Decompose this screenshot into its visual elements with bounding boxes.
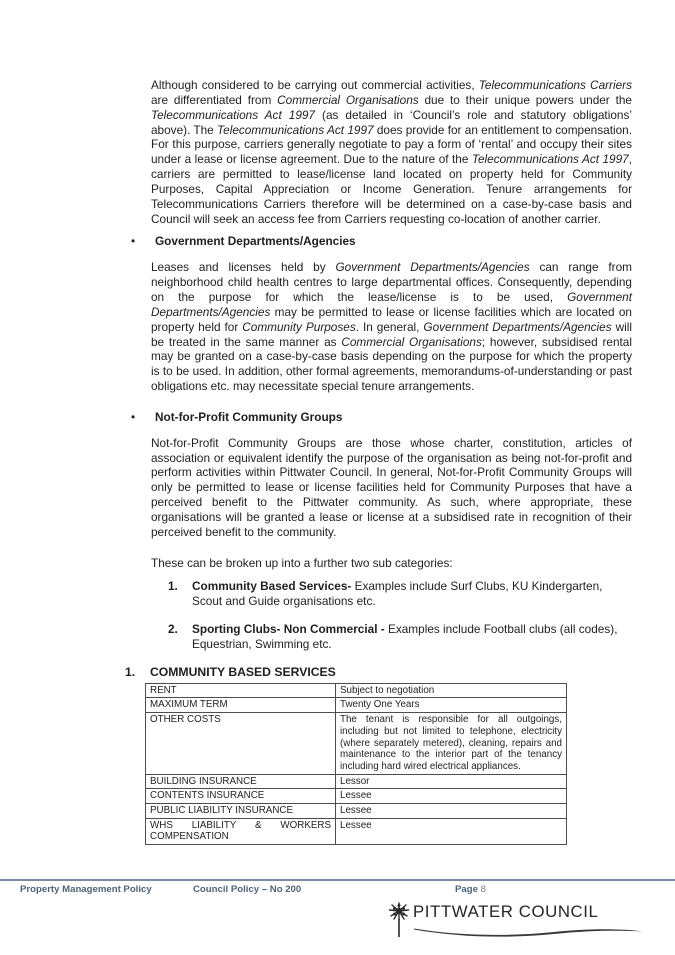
bullet-icon: • bbox=[131, 234, 136, 249]
section-number: 1. bbox=[125, 664, 136, 679]
pittwater-council-logo bbox=[388, 900, 648, 944]
section-heading-community-based-services bbox=[125, 664, 632, 680]
footer-divider bbox=[0, 879, 675, 881]
paragraph-nfp: Not-for-Profit Community Groups are those whose charter, constitution, articles of association or equivalent identify the purpose of the organisation as being not-for-profit and perform activities within Pittwater Council. In general, Not-for-Profit Community Groups will only be permitted to lease or license facilities held for Community Purposes that have a perceived benefit to the Pittwater community. As such, where appropriate, these organisations will be granted a lease or license at a subsidised rate in recognition of their perceived benefit to the community. bbox=[151, 435, 632, 539]
table-row bbox=[146, 818, 567, 844]
list-item-text: Community Based Services- Examples include Surf Clubs, KU Kindergarten, Scout and Guide organisations etc. bbox=[192, 579, 603, 609]
table-row bbox=[146, 713, 567, 775]
heading-government-departments: Government Departments/Agencies bbox=[155, 234, 356, 249]
table-cell-label: OTHER COSTS bbox=[146, 713, 336, 775]
heading-not-for-profit: Not-for-Profit Community Groups bbox=[155, 409, 343, 424]
table-cell-label: MAXIMUM TERM bbox=[146, 698, 336, 713]
paragraph-government: Leases and licenses held by Government Departments/Agencies can range from neighborhood child health centres to large departmental offices. Consequently, depending on the purpose for which the lease/license is to be used, Government Departments/Agencies may be permitted to lease or license facilities which are located on property held for Community Purposes. In general, Government Departments/Agencies will be treated in the same manner as Commercial Organisations; however, subsidised rental may be granted on a case-by-case basis depending on the purpose for which the property is to be used. In addition, other formal agreements, memorandums-of-understanding or past obligations etc. may necessitate special tenure arrangements. bbox=[151, 260, 632, 394]
tree-icon bbox=[388, 901, 410, 939]
list-item-community-based-services bbox=[168, 579, 632, 609]
table-cell-label: BUILDING INSURANCE bbox=[146, 774, 336, 789]
paragraph-subcategories-intro: These can be broken up into a further two sub categories: bbox=[151, 555, 453, 570]
table-row bbox=[146, 789, 567, 804]
table-row bbox=[146, 683, 567, 698]
logo-text: PITTWATER COUNCIL bbox=[413, 902, 599, 921]
table-cell-label: WHS LIABILITY & WORKERS COMPENSATION bbox=[146, 818, 336, 844]
bullet-heading-government bbox=[131, 234, 632, 249]
bullet-heading-nfp bbox=[131, 409, 632, 425]
table-cell-value: Twenty One Years bbox=[336, 698, 567, 713]
footer-page-indicator bbox=[455, 884, 486, 895]
footer-policy-number: Council Policy – No 200 bbox=[193, 884, 302, 895]
list-number: 2. bbox=[168, 622, 178, 637]
paragraph-telecommunications: Although considered to be carrying out commercial activities, Telecommunications Carriers are differentiated from Commercial Organisations due to their unique powers under the Telecommunications Act 1997 (as detailed in ‘Council’s role and statutory obligations’ above). The Telecommunications Act 1997 does provide for an entitlement to compensation. For this purpose, carriers generally negotiate to pay a form of ‘rental’ and occupy their sites under a lease or license agreement. Due to the nature of the Telecommunications Act 1997, carriers are permitted to lease/license land located on property held for Community Purposes, Capital Appreciation or Income Generation. Tenure arrangements for Telecommunications Carriers therefore will be determined on a case-by-case basis and Council will seek an access fee from Carriers requesting co-location of another carrier. bbox=[151, 78, 633, 226]
table-cell-label: RENT bbox=[146, 683, 336, 698]
list-item-sporting-clubs bbox=[168, 622, 632, 652]
bullet-icon: • bbox=[131, 409, 136, 424]
document-body bbox=[125, 78, 633, 845]
table-row bbox=[146, 774, 567, 789]
community-based-services-table bbox=[145, 683, 567, 845]
table-cell-value: Lessor bbox=[336, 774, 567, 789]
table-row bbox=[146, 698, 567, 713]
footer-page-number: 8 bbox=[480, 884, 486, 895]
table-row bbox=[146, 804, 567, 819]
page-footer bbox=[0, 884, 675, 898]
table-cell-value: Lessee bbox=[336, 789, 567, 804]
footer-document-title: Property Management Policy bbox=[20, 884, 152, 895]
list-item-text: Sporting Clubs- Non Commercial - Examples include Football clubs (all codes), Equestrian, Swimming etc. bbox=[192, 622, 618, 651]
table-cell-value: Lessee bbox=[336, 818, 567, 844]
table-cell-label: PUBLIC LIABILITY INSURANCE bbox=[146, 804, 336, 819]
list-number: 1. bbox=[168, 579, 178, 594]
table-cell-label: CONTENTS INSURANCE bbox=[146, 789, 336, 804]
section-heading-text: COMMUNITY BASED SERVICES bbox=[150, 664, 336, 679]
logo-swoosh-underline bbox=[414, 925, 644, 939]
table-cell-value: Lessee bbox=[336, 804, 567, 819]
table-cell-value: The tenant is responsible for all outgoings, including but not limited to telephone, electricity (where separately metered), cleaning, repairs and maintenance to the interior part of the tenancy including hard wired electrical appliances. bbox=[336, 713, 567, 775]
footer-page-label: Page bbox=[455, 884, 478, 895]
table-cell-value: Subject to negotiation bbox=[336, 683, 567, 698]
